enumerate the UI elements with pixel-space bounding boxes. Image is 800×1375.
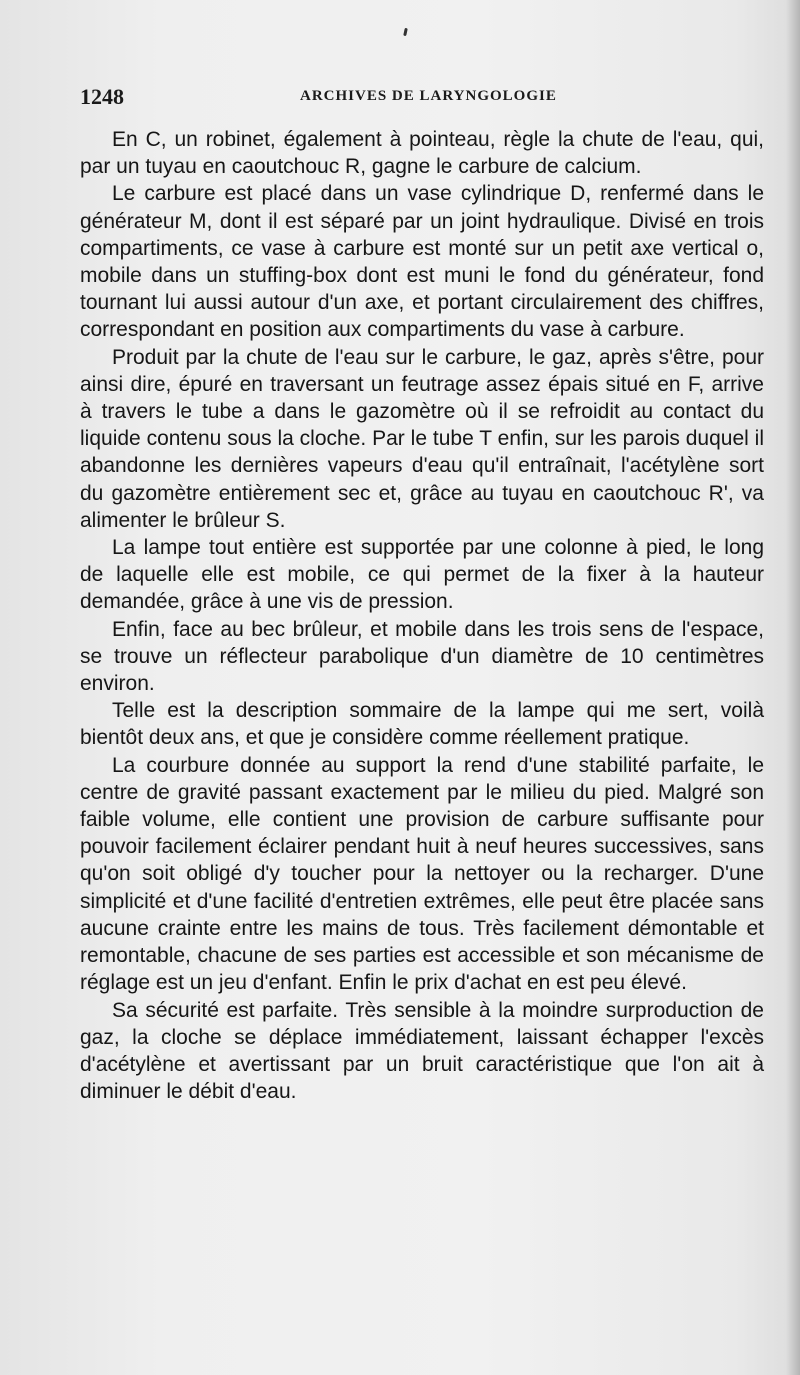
paragraph-4: La lampe tout entière est supportée par une colonne à pied, le long de laquelle elle est mobile, ce qui permet de la fixer à la hauteur demandée, grâce à une vis de pression. — [80, 536, 764, 614]
paragraph-8: Sa sécurité est parfaite. Très sensible à la moindre surproduction de gaz, la cloche se déplace immédiatement, laissant échapper l'excès d'acétylène et avertissant par un bruit caractéristique que l'on ait à diminuer le débit d'eau. — [80, 998, 764, 1104]
page-header — [80, 84, 760, 114]
paragraph-1: En C, un robinet, également à pointeau, règle la chute de l'eau, qui, par un tuyau en caoutchouc R, gagne le carbure de calcium. — [80, 128, 764, 179]
body-text — [80, 126, 764, 1105]
paragraph-3: Produit par la chute de l'eau sur le carbure, le gaz, après s'être, pour ainsi dire, épuré en traversant un feutrage assez épais situé en F, arrive à travers le tube a dans le gazomètre où il se refroidit au contact du liquide contenu sous la cloche. Par le tube T enfin, sur les parois duquel il abandonne les dernières vapeurs d'eau qu'il entraînait, l'acétylène sort du gazomètre entièrement sec et, grâce au tuyau en caoutchouc R', va alimenter le brûleur S. — [80, 345, 764, 532]
paragraph-2: Le carbure est placé dans un vase cylindrique D, renfermé dans le générateur M, dont il est séparé par un joint hydraulique. Divisé en trois compartiments, ce vase à carbure est monté sur un petit axe vertical o, mobile dans un stuffing-box dont est muni le fond du générateur, fond tournant lui aussi autour d'un axe, et portant circulairement des chiffres, correspondant en position aux compartiments du vase à carbure. — [80, 182, 764, 342]
paragraph-7: La courbure donnée au support la rend d'une stabilité parfaite, le centre de gravité passant exactement par le milieu du pied. Malgré son faible volume, elle contient une provision de carbure suffisante pour pouvoir facilement éclairer pendant huit à neuf heures successives, sans qu'on soit obligé d'y toucher pour la nettoyer ou la recharger. D'une simplicité et d'une facilité d'entretien extrêmes, elle peut être placée sans aucune crainte entre les mains de tous. Très facilement démontable et remontable, chacune de ses parties est accessible et son mécanisme de réglage est un jeu d'enfant. Enfin le prix d'achat en est peu élevé. — [80, 753, 764, 995]
paragraph-6: Telle est la description sommaire de la lampe qui me sert, voilà bientôt deux ans, et que je considère comme réellement pratique. — [80, 699, 764, 750]
page-number: 1248 — [80, 84, 124, 109]
paragraph-5: Enfin, face au bec brûleur, et mobile dans les trois sens de l'espace, se trouve un réflecteur parabolique d'un diamètre de 10 centimètres environ. — [80, 617, 764, 696]
page-edge-shadow — [786, 0, 800, 1375]
running-title: ARCHIVES DE LARYNGOLOGIE — [300, 88, 557, 104]
ink-speck — [403, 28, 408, 36]
